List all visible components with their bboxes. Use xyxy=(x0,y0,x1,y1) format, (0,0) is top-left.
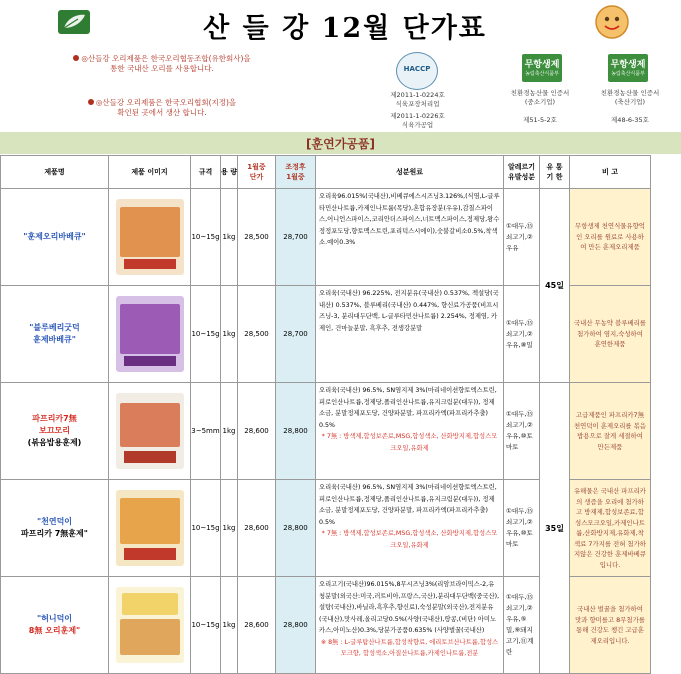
organic-badge-icon: 무항생제 농림축산식품부 xyxy=(522,54,562,82)
allergens-cell: ①대두,⑮쇠고기,②우유,⑤밀,⑨돼지고기,⑪계란 xyxy=(504,577,540,674)
product-image xyxy=(109,480,191,577)
price1-cell: 28,600 xyxy=(238,383,276,480)
price1-cell: 28,600 xyxy=(238,480,276,577)
cert-packaging: 제2011-1-0224호 식육포장처리업 xyxy=(390,91,445,108)
title-band xyxy=(0,0,681,42)
product-image xyxy=(109,383,191,480)
allergens-cell: ①대두,⑮쇠고기,②우유,⑧밀 xyxy=(504,286,540,383)
product-image xyxy=(109,286,191,383)
remarks-cell: 무항생제 천연식물유향억인 오리를 원료로 사용하여 만든 훈제오리제품 xyxy=(570,189,651,286)
ingredients-cell: 오리고기(국내산)96.015%,8무시즈닝3%(리암브라이믹스-2,유청분말(외국산:미국,러트비아,프랑스,국산),분리대두단백(중국산),설탕(국내산),바닐라,흑후추,향신료),숙성분말(외국산),전지분유(국내산),맛사레,올리고당0.5%(사양(국내산),땅콩,(비단) 아미노카스,아미노산)0.3%,당분가공품0.635% (사양벌꿀(국내산) ※ 8無 : L-글루탐산나트륨,합성착향료, 에리토브산나트륨,합성스모크향, 합성색소,아질산나트륨,카제인나트륨,전분 xyxy=(316,577,504,674)
info-header xyxy=(0,44,681,132)
col-allergens: 알레르기 유발성분 xyxy=(504,156,540,189)
product-image xyxy=(109,189,191,286)
price2-cell: 28,800 xyxy=(276,480,316,577)
supply-note: ◎산들강 오리제품은 한국오리협동조합(유한회사)을 통한 국내산 오리를 사용합니다. xyxy=(42,54,282,74)
ingredients-cell: 오리육96.015%(국내산),비베큐에스시즈닝3.126%,(식염,L-글루타민산나트륨,카제인나트륨(목당),혼합유장분(우유),감칠스파이스,어니언스파이스,코리안더스파이스,너트맥스파이스,정제당,왕수정정포도당,향토맥스트린,포리덕스시에이),숫불갈비소0.5%,착색소.예이0.3% xyxy=(316,189,504,286)
spec-cell: 10~15g xyxy=(191,480,221,577)
cert-processing: 제2011-1-0226호 식육가공업 xyxy=(390,112,445,129)
price1-cell: 28,500 xyxy=(238,286,276,383)
col-unit: 용 량 xyxy=(221,156,238,189)
price1-cell: 28,500 xyxy=(238,189,276,286)
product-name: 파프리카7無 보끄모리 (볶음밥용훈제) xyxy=(1,383,109,480)
remarks-cell: 유해물은 국내산 파프리카의 생즙을 오리에 첨가하고 방재제,합성보존료,합성스모크오일,카제인나트륨,산화방지제,유화제,착색료 7가지를 전혀 첨가하지않은 건강한 훈제바베큐입니다. xyxy=(570,480,651,577)
product-name: "블루베리굿덕 훈제바베큐" xyxy=(1,286,109,383)
spec-cell: 10~15g xyxy=(191,577,221,674)
product-name: "허니덕이 8無 오리훈제" xyxy=(1,577,109,674)
production-note: ◎산들강 오리제품은 한국오리협회(지정)을 확인된 곳에서 생산 합니다. xyxy=(42,98,282,118)
allergens-cell: ①대두,⑮쇠고기,②우유 xyxy=(504,189,540,286)
allergens-cell: ①대두,⑮쇠고기,②우유,⑩토마토 xyxy=(504,383,540,480)
unit-cell: 1kg xyxy=(221,189,238,286)
price1-cell: 28,600 xyxy=(238,577,276,674)
product-name: "천연덕이 파프리카 7無훈제" xyxy=(1,480,109,577)
table-row xyxy=(1,383,651,480)
col-spec: 규격 xyxy=(191,156,221,189)
remarks-cell: 국내산 벌꿀을 첨가하여 맛과 향미를고 8무첨가를 통해 건강도 챙긴 고급훈제오리입니다. xyxy=(570,577,651,674)
shelf-life-cell: 45일 xyxy=(540,189,570,383)
product-name: "훈제오리바베큐" xyxy=(1,189,109,286)
spec-cell: 10~15g xyxy=(191,189,221,286)
spec-cell: 3~5mm xyxy=(191,383,221,480)
allergens-cell: ①대두,⑮쇠고기,②우유,⑩토마토 xyxy=(504,480,540,577)
ingredients-cell: 오리육(국내산) 96.5%, SN염지제 3%(마리네이션향토엑스트린,피로인산나트륨,정제당,폴리인산나트륨,유지크림분(대두)), 정제소금, 분말정제포도당, 건양파분말, 파프리카엑(파프리카추출) 0.5% * 7無 : 방색제,합성보존료,MSG,합성색소, 산화방지제,합성스모크오일,유화제 xyxy=(316,480,504,577)
unit-cell: 1kg xyxy=(221,286,238,383)
section-title: [훈연가공품] xyxy=(306,137,375,151)
col-price2: 조정후 1월중 xyxy=(276,156,316,189)
shelf-life-cell: 35일 xyxy=(540,383,570,674)
cert-eco-right: 친환경농산물 인증서 (축산기업) xyxy=(600,89,660,106)
unit-cell: 1kg xyxy=(221,383,238,480)
price2-cell: 28,800 xyxy=(276,383,316,480)
col-remarks: 비 고 xyxy=(570,156,651,189)
price2-cell: 28,700 xyxy=(276,286,316,383)
header-row xyxy=(1,156,651,189)
remarks-cell: 고급제품인 파프리카7無 천연덕이 훈제오리를 볶음밥용으로 잘게 세절하여 만든제품 xyxy=(570,383,651,480)
table-row xyxy=(1,189,651,286)
price2-cell: 28,800 xyxy=(276,577,316,674)
ingredients-cell: 오리육(국내산) 96.225%, 전지분유(국내산) 0.537%, 젝설당(국내산) 0.537%, 블루베리(국내산) 0.447%, 향신료가공품(비프시즈닝-3, 분리대두단백, L-글루타민산나트륨) 2.254%, 정제염, 카제인, 건마늘분말, 흑후추, 전생강분말 xyxy=(316,286,504,383)
col-price1: 1월중 단가 xyxy=(238,156,276,189)
haccp-seal-icon: HACCP xyxy=(396,52,438,90)
ingredients-cell: 오리육(국내산) 96.5%, SN염지제 3%(마리네이션향토엑스트린,피로인산나트륨,정제당,폴리인산나트륨,유지크림분(대두)), 정제소금, 분말정제포도당, 건양파분말, 파프리카엑(파프리카추출) 0.5% * 7無 : 방색제,합성보존료,MSG,합성색소, 산화방지제,합성스모크오일,유화제 xyxy=(316,383,504,480)
cert-eco-right-number: 제48-6-35호 xyxy=(611,116,649,124)
spec-cell: 10~15g xyxy=(191,286,221,383)
price2-cell: 28,700 xyxy=(276,189,316,286)
col-ingredients: 성분원료 xyxy=(316,156,504,189)
col-shelf-life: 유 통 기 한 xyxy=(540,156,570,189)
col-image: 제품 이미지 xyxy=(109,156,191,189)
organic-badge-icon: 무항생제 농림축산식품부 xyxy=(608,54,648,82)
cert-eco-mid: 친환경농산물 인증서 (중소기업) xyxy=(510,89,570,106)
duck-logo-icon xyxy=(590,4,634,40)
leaf-logo-icon xyxy=(58,10,90,34)
remarks-cell: 국내산 무농약 블루베리를 첨가하여 염지,숙성하여 훈연한제품 xyxy=(570,286,651,383)
section-band xyxy=(0,132,681,154)
price-table xyxy=(0,155,651,674)
product-image xyxy=(109,577,191,674)
unit-cell: 1kg xyxy=(221,577,238,674)
page-title: 산 들 강 12월 단가표 xyxy=(203,13,487,44)
unit-cell: 1kg xyxy=(221,480,238,577)
cert-eco-mid-number: 제51-5-2호 xyxy=(523,116,557,124)
col-name: 제품명 xyxy=(1,156,109,189)
